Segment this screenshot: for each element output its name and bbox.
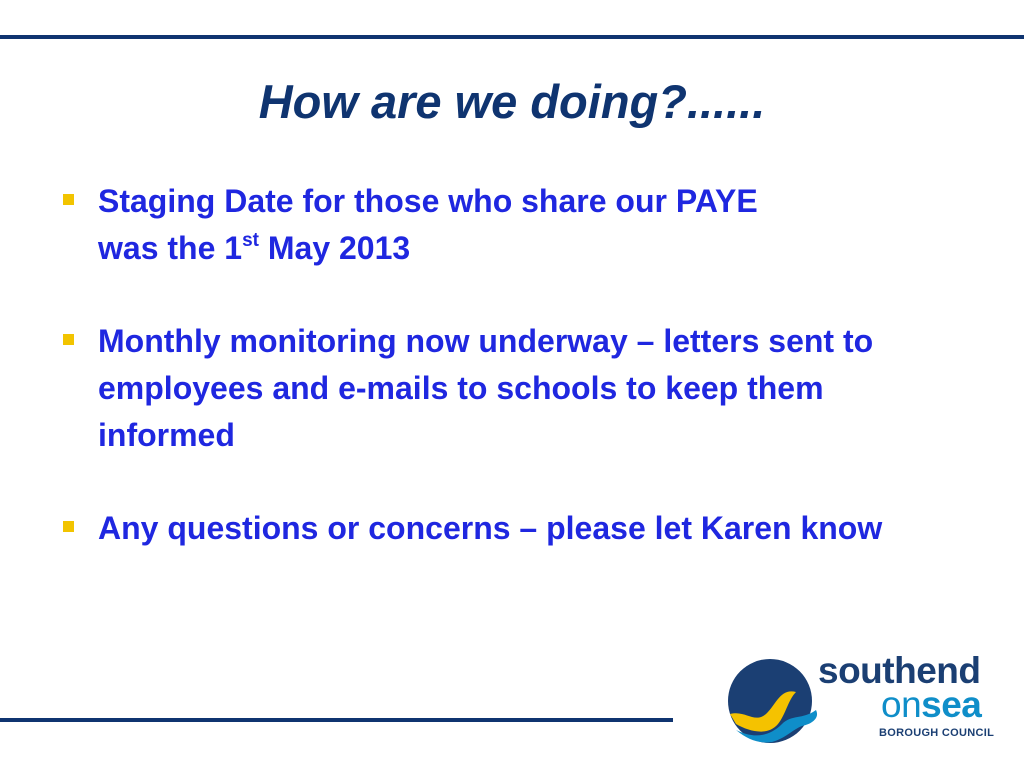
bullet-line-part: was the 1 (98, 230, 243, 266)
bullet-text: Any questions or concerns – please let Karen know (98, 510, 883, 546)
bullet-item-staging-date (60, 178, 960, 272)
bullet-item-monitoring (60, 318, 960, 459)
bullet-item-questions (60, 505, 960, 552)
bullet-list (60, 178, 960, 552)
logo-wordmark-onsea (881, 686, 981, 724)
logo-wordmark-southend: southend (818, 650, 981, 691)
bullet-line-part: May 2013 (258, 230, 411, 266)
slide-title: How are we doing?...... (258, 75, 766, 128)
top-rule (0, 35, 1024, 39)
bottom-rule (0, 718, 673, 722)
bullet-marker-icon (63, 521, 74, 532)
logo-subtitle: BOROUGH COUNCIL (879, 727, 995, 739)
logo-wordmark-on: on (881, 684, 922, 725)
ordinal-suffix: st (242, 230, 259, 251)
bullet-marker-icon (63, 334, 74, 345)
logo-wordmark-sea: sea (921, 684, 982, 725)
council-logo (726, 652, 996, 744)
bullet-text: Monthly monitoring now underway – letters sent to employees and e-mails to schools to keep them informed (98, 323, 874, 453)
wave-emblem-icon (726, 658, 822, 744)
bullet-marker-icon (63, 194, 74, 205)
bullet-text (98, 183, 758, 266)
bullet-line: Staging Date for those who share our PAYE (98, 183, 758, 219)
